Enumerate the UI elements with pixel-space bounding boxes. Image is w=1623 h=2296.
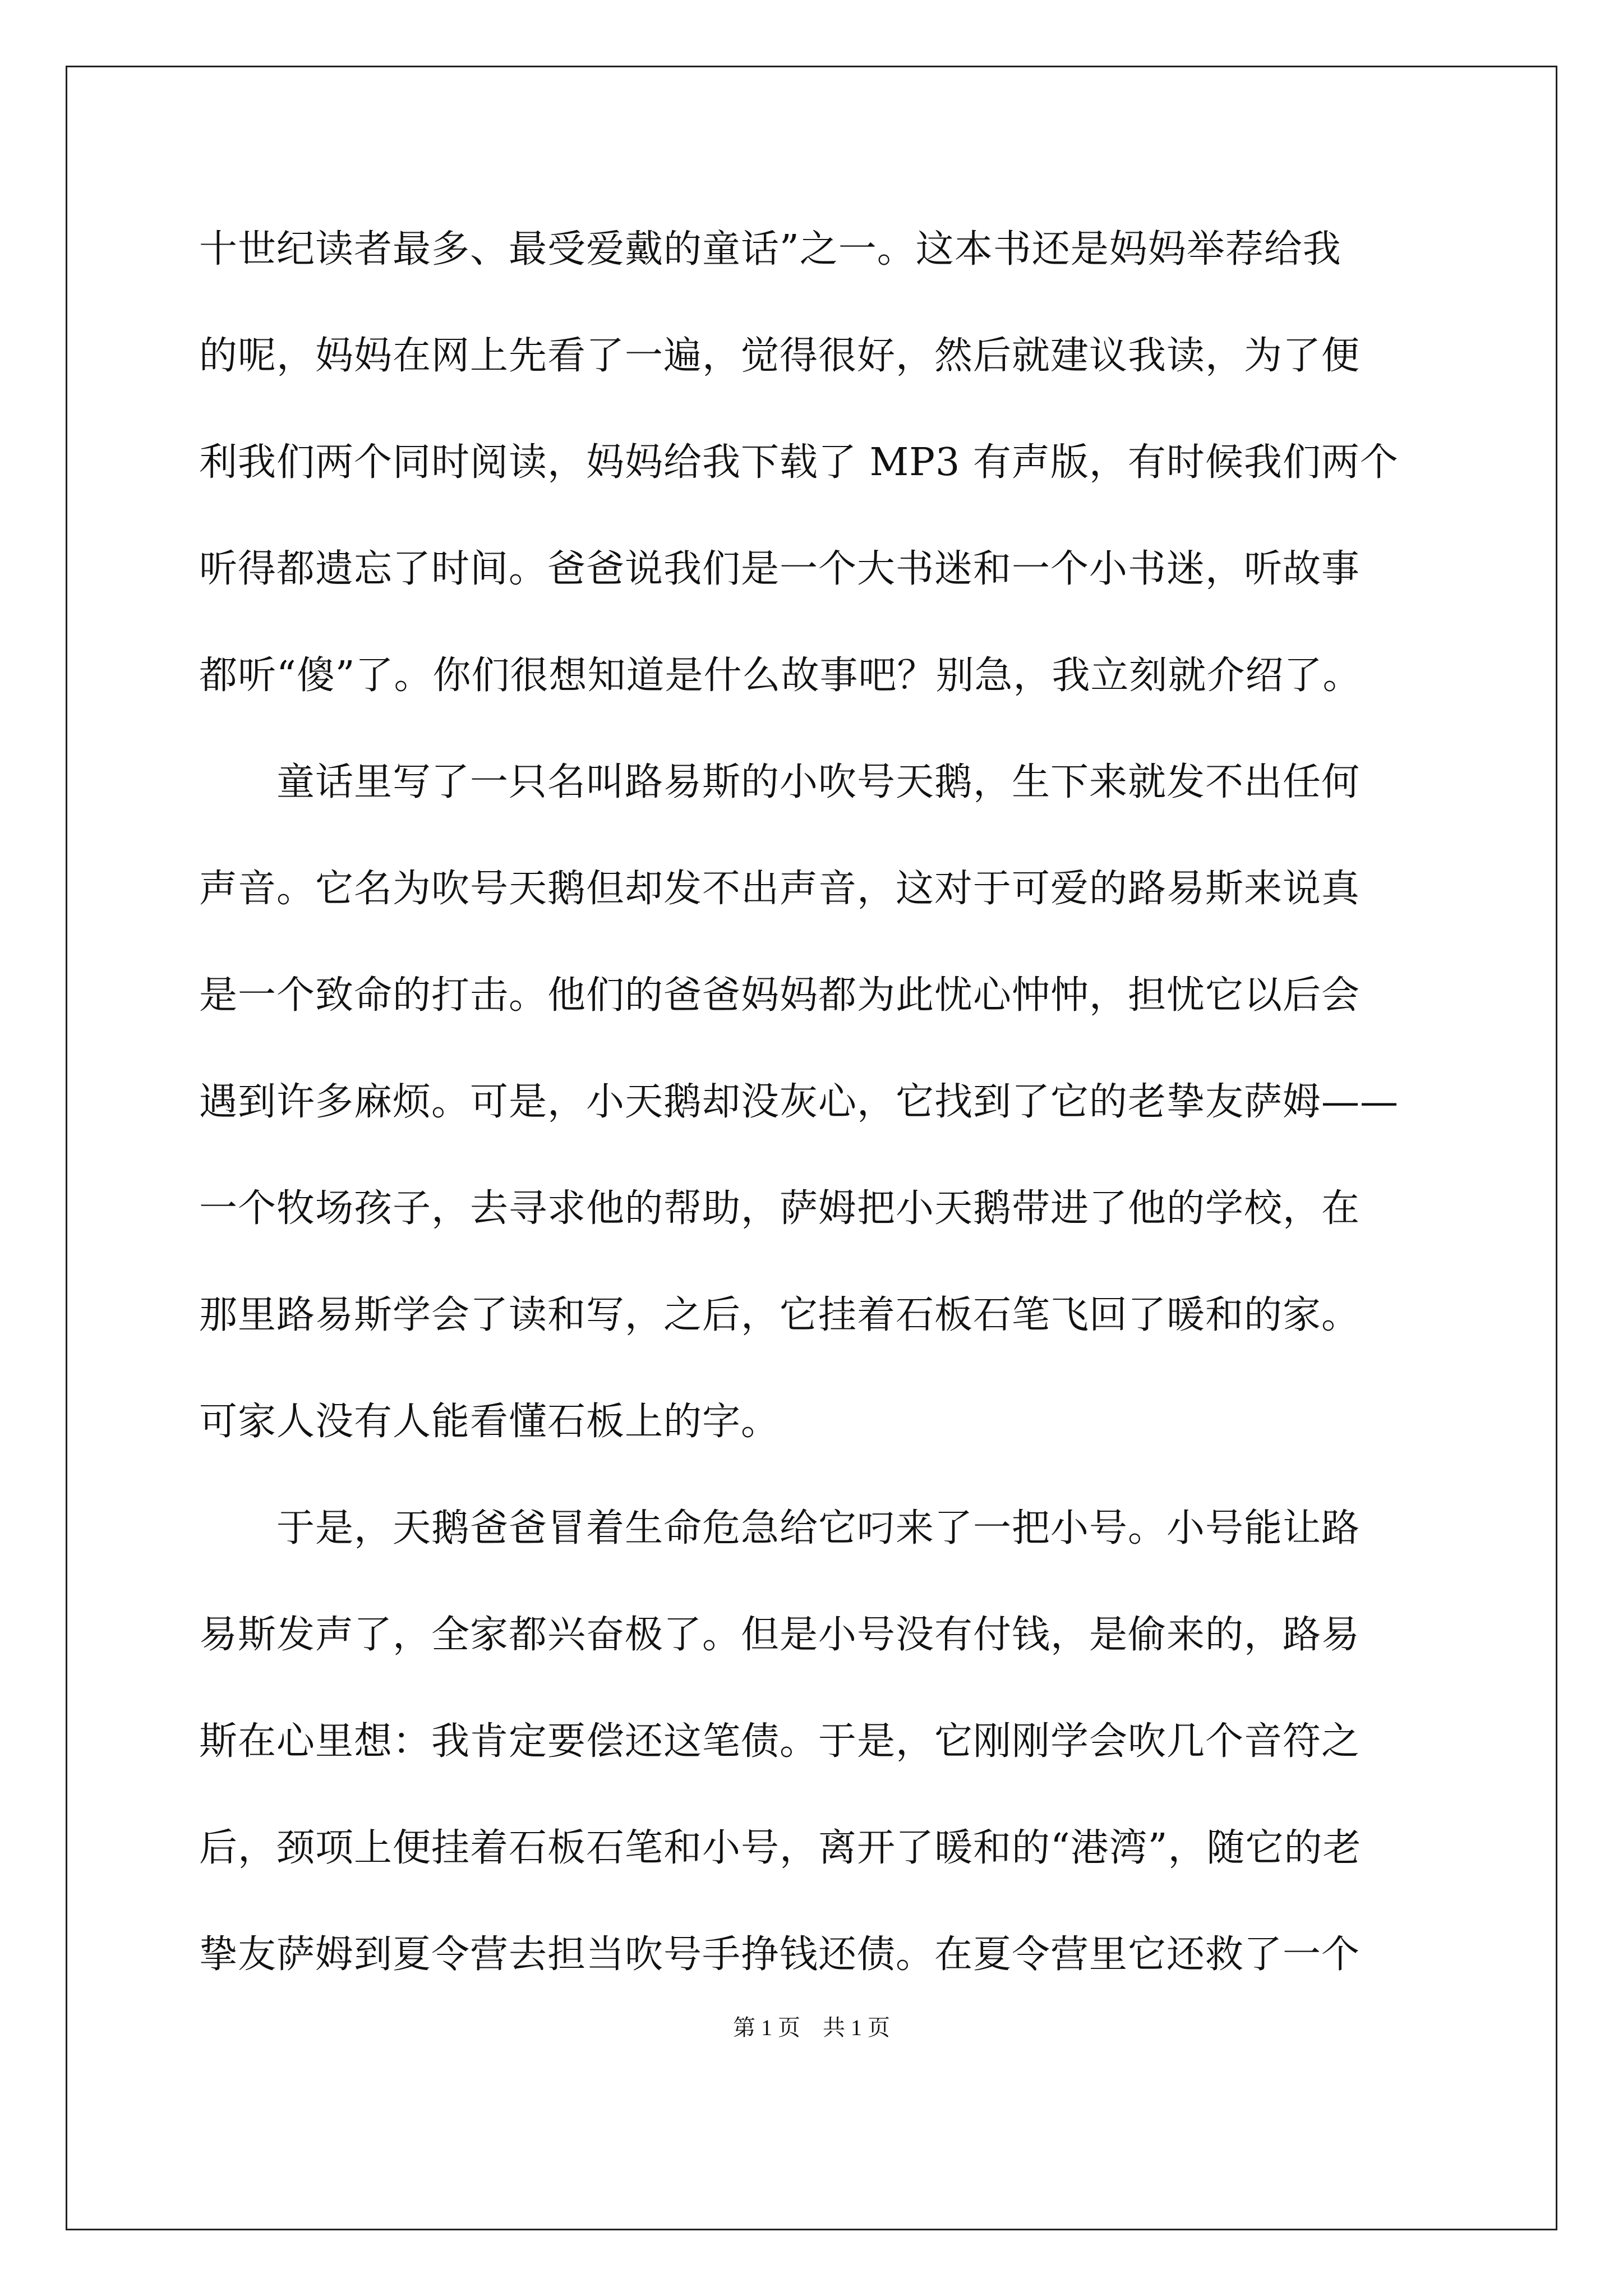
text-line: 挚友萨姆到夏令营去担当吹号手挣钱还债。在夏令营里它还救了一个 bbox=[199, 1932, 1361, 1977]
text-line: 后，颈项上便挂着石板石笔和小号，离开了暖和的“港湾”，随它的老 bbox=[199, 1826, 1362, 1870]
text-line: 那里路易斯学会了读和写，之后，它挂着石板石笔飞回了暖和的家。 bbox=[199, 1293, 1361, 1337]
text-line: 都听“傻”了。你们很想知道是什么故事吧？别急，我立刻就介绍了。 bbox=[199, 654, 1362, 698]
text-line: 斯在心里想：我肯定要偿还这笔债。于是，它刚刚学会吹几个音符之 bbox=[199, 1719, 1361, 1764]
text-line: 可家人没有人能看懂石板上的字。 bbox=[199, 1400, 780, 1444]
text-line: 于是，天鹅爸爸冒着生命危急给它叼来了一把小号。小号能让路 bbox=[199, 1506, 1361, 1550]
page-border bbox=[66, 66, 1557, 2230]
text-line: 童话里写了一只名叫路易斯的小吹号天鹅，生下来就发不出任何 bbox=[199, 760, 1361, 804]
text-line: 听得都遗忘了时间。爸爸说我们是一个大书迷和一个小书迷，听故事 bbox=[199, 547, 1361, 591]
text-line: 十世纪读者最多、最受爱戴的童话”之一。这本书还是妈妈举荐给我 bbox=[199, 227, 1341, 272]
text-line: 利我们两个同时阅读，妈妈给我下载了 MP3 有声版，有时候我们两个 bbox=[199, 440, 1399, 485]
text-line: 一个牧场孩子，去寻求他的帮助，萨姆把小天鹅带进了他的学校，在 bbox=[199, 1186, 1361, 1231]
text-line: 易斯发声了，全家都兴奋极了。但是小号没有付钱，是偷来的，路易 bbox=[199, 1613, 1361, 1657]
text-line: 遇到许多麻烦。可是，小天鹅却没灰心，它找到了它的老挚友萨姆—— bbox=[199, 1080, 1399, 1124]
text-line: 声音。它名为吹号天鹅但却发不出声音，这对于可爱的路易斯来说真 bbox=[199, 867, 1361, 911]
text-line: 的呢，妈妈在网上先看了一遍，觉得很好，然后就建议我读，为了便 bbox=[199, 334, 1361, 378]
text-line: 是一个致命的打击。他们的爸爸妈妈都为此忧心忡忡，担忧它以后会 bbox=[199, 973, 1361, 1018]
page-number-footer: 第 1 页 共 1 页 bbox=[733, 2015, 890, 2040]
